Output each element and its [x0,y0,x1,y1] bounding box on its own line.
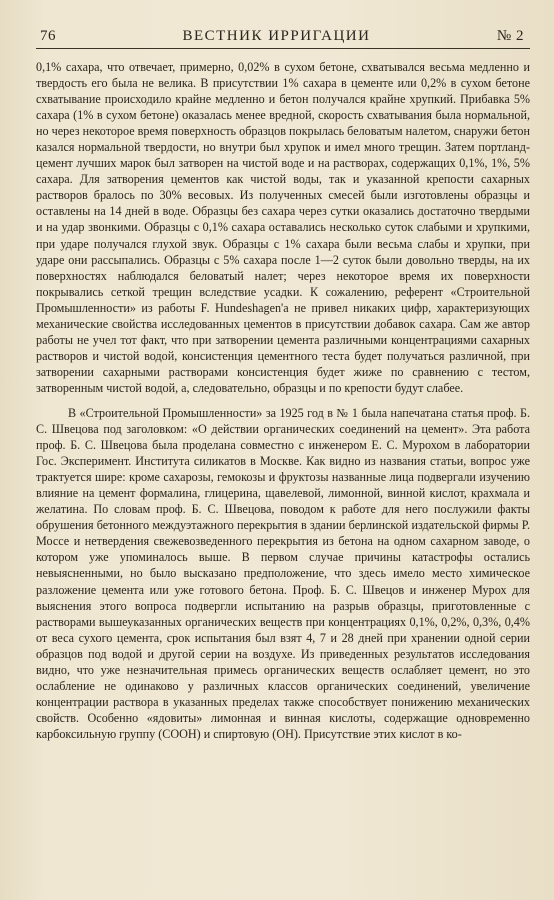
running-header [36,28,530,49]
paragraph-continued: 0,1% сахара, что отвечает, примерно, 0,02% в сухом бетоне, схватывался весьма медленно и твердость его была не велика. В присутствии 1% сахара в цементе или 0,2% в сухом бетоне схватывание происходило крайне медленно и бетон получался крайне хрупкий. Прибавка 5% сахара (1% в сухом бетоне) оказалась менее вредной, скорость схватывания была нормальной, но через некоторое время поверхность образцов покрылась беловатым налетом, снаружи бетон казался нормальной твердости, но внутри был хрупок и имел много трещин. Затем портланд-цемент лучших марок был затворен на чистой воде и на растворах, содержащих 0,1%, 1%, 5% сахара. Для затворения цементов как чистой воды, так и указанной крепости сахарных растворов бралось по 30% весовых. Из полученных смесей были изготовлены образцы и оставлены на 14 дней в воде. Образцы без сахара через сутки оказались достаточно твердыми и на удар звонкими. Образцы с 0,1% сахара оставались несколько суток слабыми и хрупкими, при ударе получался глухой звук. Образцы с 1% сахара были весьма слабы и хрупки, при ударе они рассыпались. Образцы с 5% сахара после 1—2 суток были довольно тверды, на их поверхностях наблюдался беловатый налет; через некоторое время их поверхности покрывались сеткой трещин вследствие усадки. К сожалению, референт «Строительной Промышленности» из работы F. Hundeshagen'a не привел никаких цифр, характеризующих механические свойства исследованных цементов в присутствии добавок сахара. Сам же автор работы не учел тот факт, что при затворении цемента различными концентрациями сахарных растворов и чистой водой, консистенция цементного теста будет получаться различной, при затворении сахарными растворами консистенция будет жиже по сравнению с тестом, затворенным чистой водой, а, следовательно, образцы и по крепости будут слабее. [36,60,530,395]
journal-title: ВЕСТНИК ИРРИГАЦИИ [182,28,371,44]
issue-number: № 2 [496,28,524,44]
paragraph-shvetsov-study: В «Строительной Промышленности» за 1925 год в № 1 была напечатана статья проф. Б. С. Швецова под заголовком: «О действии органических соединений на цемент». Эта работа проф. Б. С. Швецова была проделана совместно с инженером Е. С. Мурохом в лаборатории Гос. Эксперимент. Института силикатов в Москве. Как видно из названия статьи, вопрос уже трактуется шире: кроме сахарозы, гемокозы и фруктозы названные лица подвергали изучению влияние на цемент формалина, глицерина, щавелевой, лимонной, винной кислот, крахмала и желатина. По словам проф. Б. С. Швецова, поводом к работе для него послужили факты обрушения бетонного междуэтажного перекрытия в здании берлинской издательской фирмы Р. Моссе и нетвердения свежевозведенного перекрытия из бетона на одном сахарном заводе, о котором уже упоминалось выше. В первом случае причины катастрофы остались невыясненными, но было высказано предположение, что здесь имело место химическое разложение цемента или уже готового бетона. Проф. Б. С. Швецов и инженер Мурох для выяснения этого вопроса подвергли испытанию на разрыв образцы, приготовленные с растворами вышеуказанных органических веществ при концентрациях 0,1%, 0,2%, 0,3%, 0,4% от веса сухого цемента, срок испытания был взят 4, 7 и 28 дней при хранении одной серии образцов под водой и другой серии на воздухе. Из приведенных результатов исследования видно, что уже незначительная примесь органических веществ ослабляет цемент, но это ослабление не одинаково у различных классов органических соединений, увеличение концентрации раствора в указанных пределах также способствует понижению механических свойств. Особенно «ядовиты» лимонная и винная кислоты, содержащие одновременно карбоксильную группу (СООН) и спиртовую (ОН). Присутствие этих кислот в ко- [36,405,530,741]
article-body [36,59,530,742]
page-number: 76 [40,28,56,44]
